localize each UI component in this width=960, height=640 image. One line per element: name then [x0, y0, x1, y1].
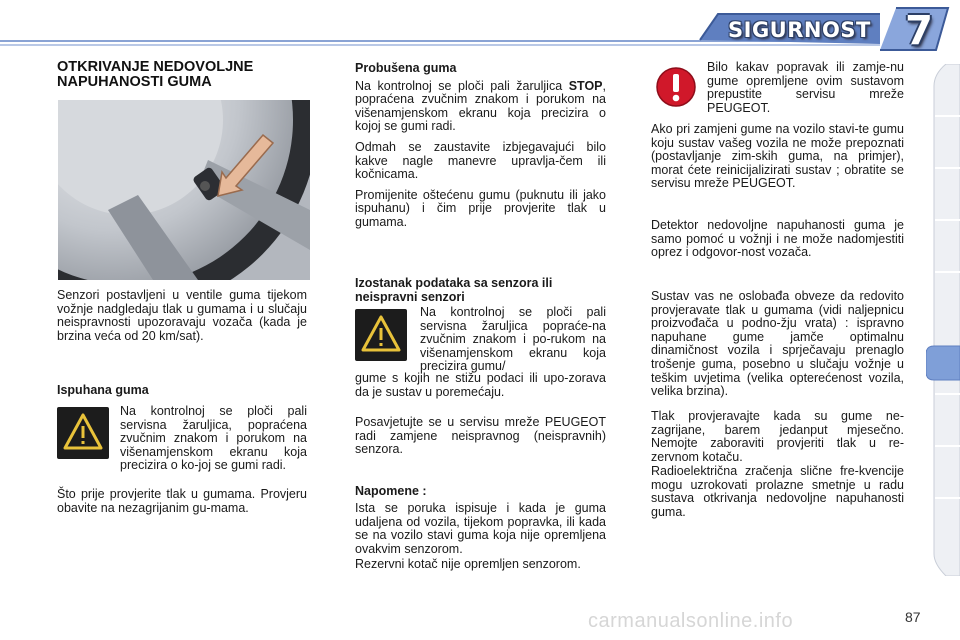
- stop-warning-text: Bilo kakav popravak ili zamje-nu gume opremljene ovim sustavom prepustite servisu mreže PEUGEOT.: [707, 60, 904, 115]
- probusena-p1-pre: Na kontrolnoj se ploči pali žaruljica: [355, 78, 569, 93]
- posavjetujte-text: Posavjetujte se u servisu mreže PEUGEOT radi zamjene neispravnog (neispravnih) senzora.: [355, 415, 606, 457]
- probusena-p1: [355, 80, 606, 134]
- ispuhana-advice: Što prije provjerite tlak u gumama. Provjeru obavite na nezagrijanim gu-mama.: [57, 487, 307, 515]
- warning-triangle-icon: [355, 309, 407, 361]
- page-header: [0, 0, 960, 60]
- column-left: [57, 60, 307, 90]
- sensor-description: Senzori postavljeni u ventile guma tijekom vožnje nadgledaju tlak u gumama i u slučaju neispravnosti upozoravaju vozača (kada je brzina veća od 20 km/sat).: [57, 288, 307, 343]
- section-title-line2: NAPUHANOSTI GUMA: [57, 74, 212, 90]
- ispuhana-title: Ispuhana guma: [57, 383, 149, 397]
- chapter-tab-strip: [926, 64, 960, 576]
- column-middle: [355, 62, 606, 237]
- col3-p5: Radioelektrična zračenja slične fre-kvencije mogu uzrokovati prolazne smetnje u radu sustava otkrivanja nedovoljne napuhanosti guma.: [651, 464, 904, 519]
- probusena-p3: Promijenite oštećenu gumu (puknutu ili jako ispuhanu) i čim prije provjerite tlak u gumama.: [355, 187, 606, 229]
- watermark: carmanualsonline.info: [588, 610, 794, 632]
- stop-exclamation-icon: [655, 66, 697, 108]
- izostanak-continued: gume s kojih ne stižu podaci ili upo-zorava da je sustav u poremećaju.: [355, 371, 606, 399]
- stop-label: STOP: [568, 78, 603, 93]
- col3-p1: Ako pri zamjeni gume na vozilo stavi-te gumu koju sustav vašeg vozila ne može prepoznati (postavljanje zim-skih guma, na primjer), morat ćete reinicijalizirati sustav ; obratite se servisu mreže PEUGEOT.: [651, 122, 904, 191]
- ispuhana-warning-text: Na kontrolnoj se ploči pali servisna žaruljica, popraćena zvučnim znakom i porukom na višenamjenskom ekranu koja precizira o ko-joj se gumi radi.: [120, 404, 307, 473]
- col3-p4: Tlak provjeravajte kada su gume ne-zagrijane, barem jedanput mjesečno. Nemojte zaboraviti provjeriti tlak u re-zervnom kotaču.: [651, 409, 904, 464]
- section-title-line1: OTKRIVANJE NEDOVOLJNE: [57, 59, 254, 75]
- chapter-number: 7: [905, 8, 933, 54]
- page-number: 87: [905, 609, 921, 625]
- probusena-title: Probušena guma: [355, 61, 457, 75]
- col3-p2: Detektor nedovoljne napuhanosti guma je samo pomoć u vožnji i ne može nadomjestiti oprez i odgovor-nost vozača.: [651, 218, 904, 260]
- wheel-illustration: [58, 100, 310, 280]
- napomene-p1: Ista se poruka ispisuje i kada je guma udaljena od vozila, tijekom popravka, ili kada se na vozilo stavi guma koja nije opremljena ovakvim senzorom.: [355, 501, 606, 556]
- napomene-title: Napomene :: [355, 484, 427, 498]
- wheel-valve-photo: [58, 100, 310, 280]
- probusena-p2: Odmah se zaustavite izbjegavajući bilo kakve nagle manevre upravlja-čem ili kočnicama.: [355, 139, 606, 182]
- warning-triangle-icon: [57, 407, 109, 459]
- izostanak-title: Izostanak podataka sa senzora ili neispravni senzori: [355, 276, 553, 304]
- izostanak-warning-text: Na kontrolnoj se ploči pali servisna žaruljica popraće-na zvučnim znakom i po-rukom na višenamjenskom ekranu koja precizira gumu/: [420, 305, 606, 374]
- napomene-p2: Rezervni kotač nije opremljen senzorom.: [355, 557, 581, 571]
- chapter-title: SIGURNOST: [728, 18, 871, 42]
- col3-p3: Sustav vas ne oslobađa obveze da redovito provjeravate tlak u gumama (vidi naljepnicu proizvođača u podno-žju vrata) : ispravno napuhane gume jamče optimalnu dinamičnost vozila i sprječavaju prenaglo trošenje guma, posebno u slučaju vožnje u teškim uvjetima (velika opterećenost vozila, velika brzina).: [651, 289, 904, 399]
- active-chapter-tab: [926, 346, 960, 380]
- probusena-p1-post: , popraćena zvučnim znakom i porukom na višenamjenskom ekranu koja precizira o kojoj se gumi radi.: [355, 78, 606, 134]
